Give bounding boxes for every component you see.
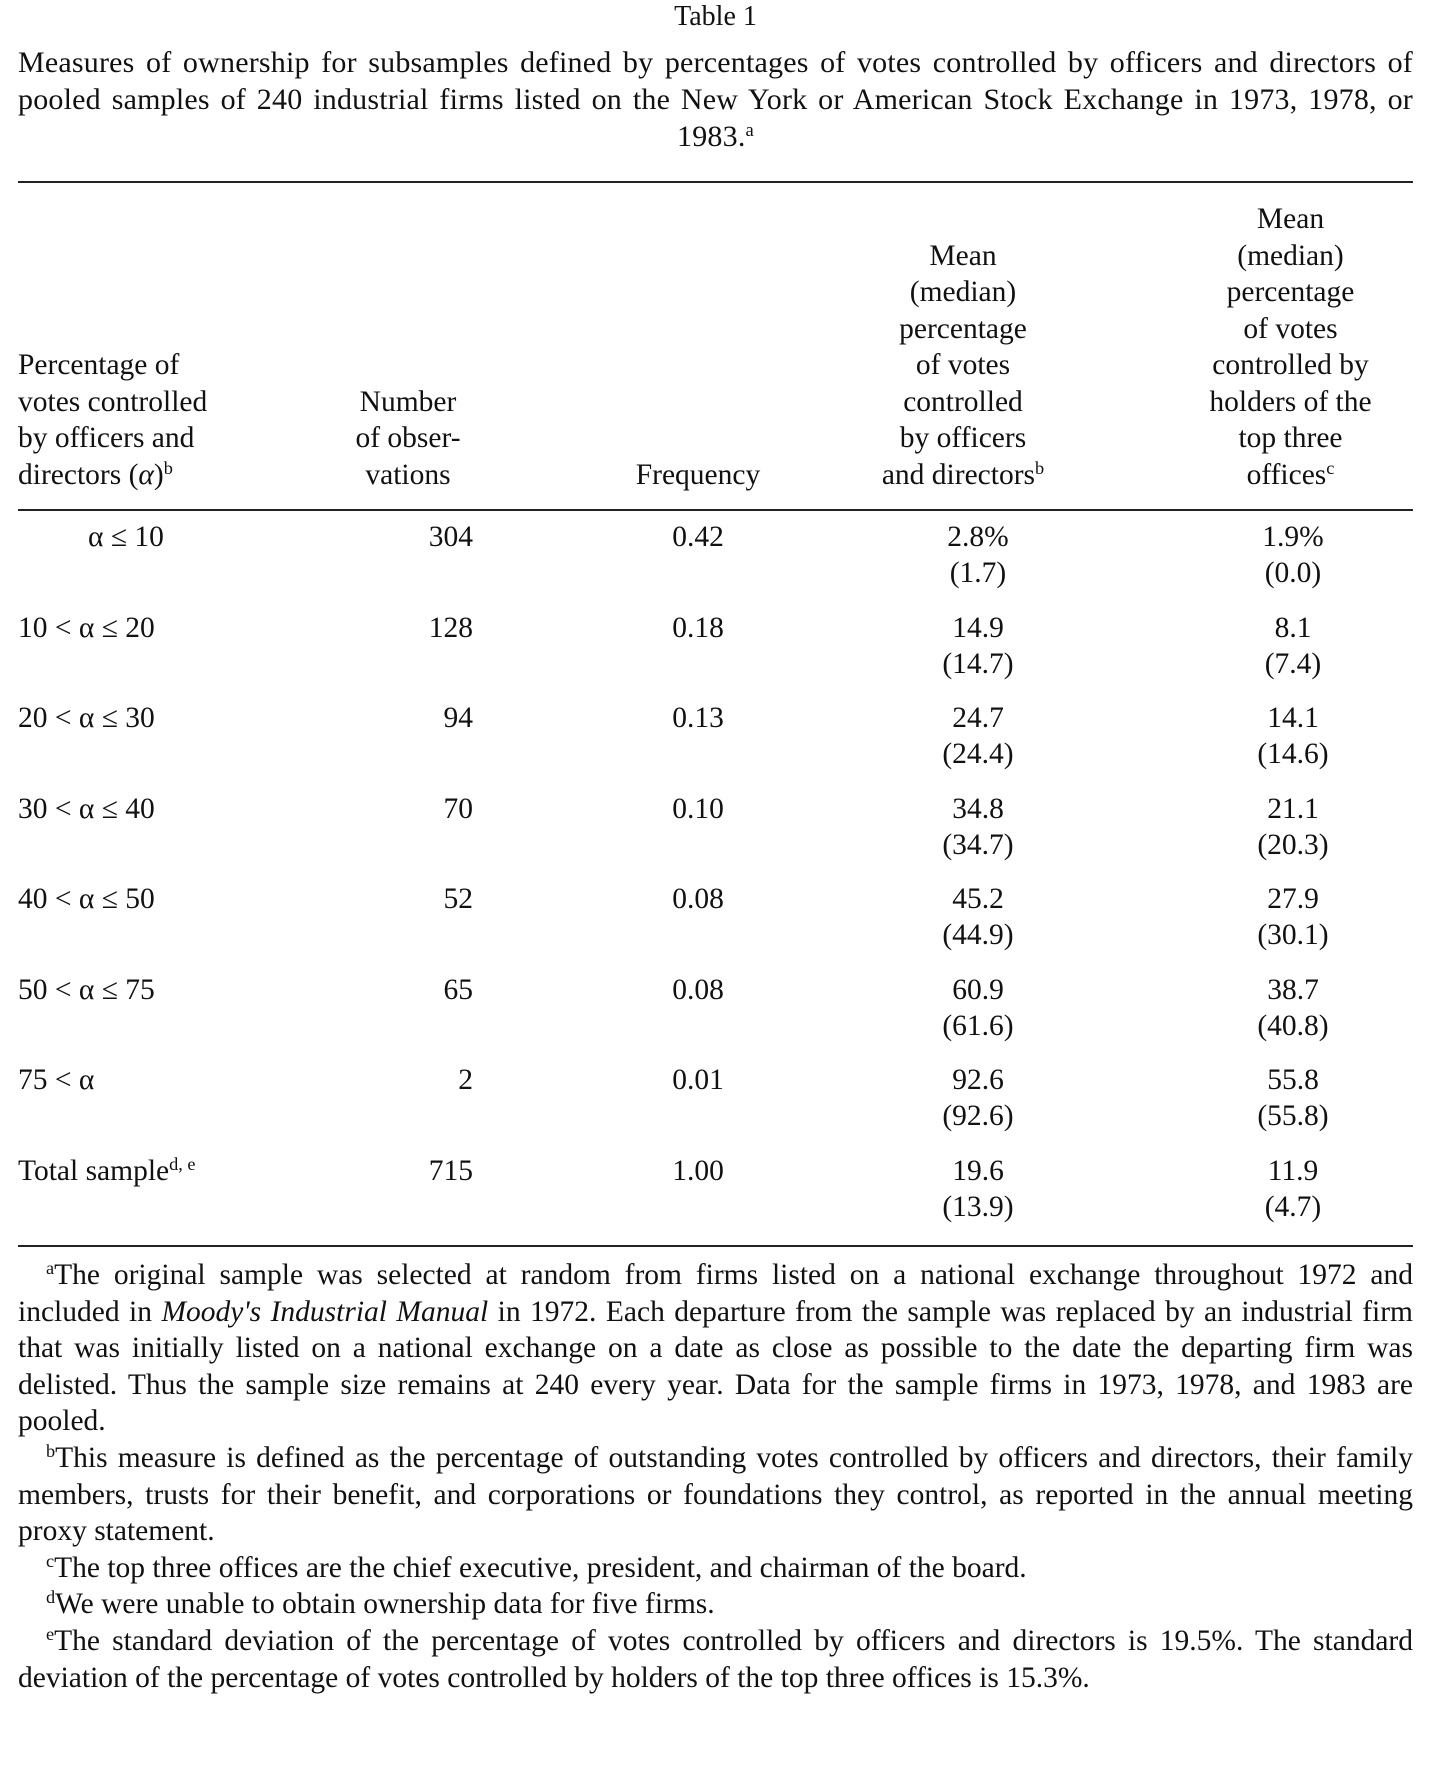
caption-text: Measures of ownership for subsamples defined by percentages of votes controlled by officers and directors of pooled samples of 240 industrial firms listed on the New York or American Stock Exchange in 1973, 1978, or 1983. [18,46,1413,153]
footnote-text: We were unable to obtain ownership data for five firms. [55,1588,715,1621]
top-three-cell [1233,791,1353,863]
header-line: top three [1238,422,1343,454]
table-row [18,791,1413,882]
frequency-cell: 0.08 [672,883,724,915]
table-caption [18,44,1413,155]
top-three-cell [1233,700,1353,772]
frequency-cell: 1.00 [672,1154,724,1187]
officers-directors-cell [918,791,1038,863]
header-mean-officers-directors [848,238,1078,494]
range-cell: α ≤ 10 [88,521,164,553]
observations-cell: 2 [458,1064,473,1096]
header-line: percentage [899,312,1027,345]
journal-title: Moody's Industrial Manual [161,1295,489,1328]
header-line-last [848,457,1078,494]
footnote-mark: c [46,1550,55,1571]
median-value: (14.6) [1257,738,1329,770]
officers-directors-cell [918,700,1038,772]
officers-directors-cell [918,881,1038,953]
table-row [18,972,1413,1063]
header-line: Mean [1256,203,1325,235]
mean-value: 34.8 [952,792,1004,825]
median-value: (14.7) [942,647,1014,680]
table-row [18,610,1413,701]
mean-value: 45.2 [952,883,1004,915]
mean-value: 19.6 [952,1154,1004,1187]
observations-cell: 304 [428,521,473,553]
range-cell: 10 < α ≤ 20 [18,611,155,644]
total-label-cell [18,1153,298,1189]
header-line: votes controlled [18,385,208,418]
table-body [18,511,1413,1243]
range-cell: 20 < α ≤ 30 [18,702,155,734]
officers-directors-cell [918,972,1038,1044]
mean-value: 1.9% [1262,521,1324,553]
caption-footnote-mark: a [745,119,754,141]
header-percentage-of-votes [18,347,278,493]
alpha-symbol: α [138,458,154,491]
median-value: (40.8) [1257,1009,1329,1042]
footnote-text: in 1972. Each departure from the sample was replaced by an industrial firm that was initially listed on a national exchange on a date as close as possible to the date the departing firm was delisted. Thus the sample size remains at 240 every year. Data for the sample firms in 1973, 1978, and 1983 are pooled. [18,1295,1414,1438]
mean-value: 21.1 [1267,792,1319,825]
footnote-text: This measure is defined as the percentage of outstanding votes controlled by officers and directors, their family members, trusts for their benefit, and corporations or foundations they control, as reported in the annual meeting proxy statement. [18,1441,1413,1548]
mean-value: 14.1 [1267,702,1319,734]
table-footnotes [18,1247,1413,1696]
footnote-mark: b [163,457,173,478]
footnote-mark: a [46,1257,55,1278]
table-row [18,519,1413,610]
header-line: of votes [915,349,1011,381]
mean-value: 27.9 [1267,883,1319,915]
top-three-cell [1233,519,1353,591]
median-value: (24.4) [942,738,1014,770]
table-row [18,881,1413,972]
header-line: percentage [1226,276,1355,308]
total-label: Total sample [18,1154,170,1187]
footnote-text: The top three offices are the chief executive, president, and chairman of the board. [54,1551,1027,1584]
footnote-mark: d, e [169,1153,196,1174]
median-value: (92.6) [942,1100,1014,1132]
table-label: Table 1 [674,1,757,32]
header-text: and directors [881,458,1036,491]
header-mean-top-three-offices [1168,201,1413,493]
header-text: offices [1246,458,1327,491]
footnote-e [18,1623,1413,1696]
header-line: Percentage of [18,349,180,381]
header-frequency [598,457,798,494]
median-value: (44.9) [942,919,1014,951]
frequency-cell: 0.10 [672,792,724,825]
mean-value: 24.7 [952,702,1004,734]
mean-value: 92.6 [952,1064,1004,1096]
range-cell: 30 < α ≤ 40 [18,792,155,825]
footnote-mark: c [1326,457,1335,478]
frequency-cell: 0.01 [672,1064,724,1096]
observations-cell: 65 [443,973,473,1006]
median-value: (61.6) [942,1009,1014,1042]
table-row [18,1062,1413,1153]
officers-directors-cell [918,1153,1038,1225]
table-row [18,700,1413,791]
header-line: by officers [899,422,1027,454]
median-value: (0.0) [1264,557,1322,589]
median-value: (55.8) [1257,1100,1329,1132]
header-line: (median) [1237,239,1344,272]
footnote-mark: e [46,1623,55,1644]
footnote-a [18,1257,1413,1440]
range-cell: 75 < α [18,1064,95,1096]
header-line: controlled [903,385,1023,418]
median-value: (1.7) [949,557,1007,589]
header-line: Number [359,385,457,418]
frequency-cell: 0.18 [672,611,724,644]
median-value: (30.1) [1257,919,1329,951]
mean-value: 11.9 [1267,1154,1319,1187]
header-line: of obser- [355,422,461,454]
document-page [18,0,1413,1696]
footnote-text: The standard deviation of the percentage of votes controlled by officers and directors is 19.5%. The standard deviation of the percentage of votes controlled by holders of the top three offices is 15.3%. [18,1624,1413,1694]
median-value: (34.7) [942,828,1014,861]
top-three-cell [1233,1153,1353,1225]
top-three-cell [1233,881,1353,953]
officers-directors-cell [918,519,1038,591]
footnote-mark: d [46,1587,56,1608]
header-line: Mean [929,239,997,272]
header-line: holders of the [1209,385,1372,418]
header-number-of-observations [318,384,498,494]
frequency-cell: 0.13 [672,702,724,734]
observations-cell: 70 [443,792,473,825]
top-three-cell [1233,1062,1353,1134]
table-row-total [18,1153,1413,1244]
footnote-mark: b [1035,457,1045,478]
footnote-mark: b [46,1440,56,1461]
median-value: (7.4) [1264,647,1322,680]
range-cell: 40 < α ≤ 50 [18,883,155,915]
footnote-b [18,1440,1413,1550]
top-three-cell [1233,610,1353,682]
header-line: of votes [1243,312,1338,345]
header-line-last [18,457,278,494]
mean-value: 8.1 [1274,611,1312,644]
mean-value: 2.8% [947,521,1009,553]
header-text: directors ( [18,458,139,491]
observations-cell: 715 [428,1154,473,1187]
median-value: (4.7) [1264,1190,1322,1223]
footnote-c [18,1550,1413,1587]
median-value: (20.3) [1257,828,1329,861]
mean-value: 38.7 [1267,973,1319,1006]
header-line: controlled by [1212,349,1369,381]
footnote-text: The original sample was selected at random from firms listed on a national exchange throughout 1972 and included in [18,1259,1413,1328]
frequency-cell: 0.08 [672,973,724,1006]
header-line-last [1168,457,1413,494]
observations-cell: 128 [428,611,473,644]
officers-directors-cell [918,610,1038,682]
header-line: vations [365,458,451,491]
header-line: by officers and [18,422,195,454]
mean-value: 60.9 [952,973,1004,1006]
frequency-cell: 0.42 [672,521,724,553]
footnote-d [18,1586,1413,1623]
observations-cell: 94 [443,702,473,734]
table-header [18,183,1413,509]
header-text: ) [153,458,164,491]
mean-value: 14.9 [952,611,1004,644]
observations-cell: 52 [443,883,473,915]
median-value: (13.9) [942,1190,1014,1223]
top-three-cell [1233,972,1353,1044]
header-line: (median) [909,276,1017,308]
officers-directors-cell [918,1062,1038,1134]
header-line: Frequency [635,458,761,491]
range-cell: 50 < α ≤ 75 [18,973,155,1006]
mean-value: 55.8 [1267,1064,1319,1096]
